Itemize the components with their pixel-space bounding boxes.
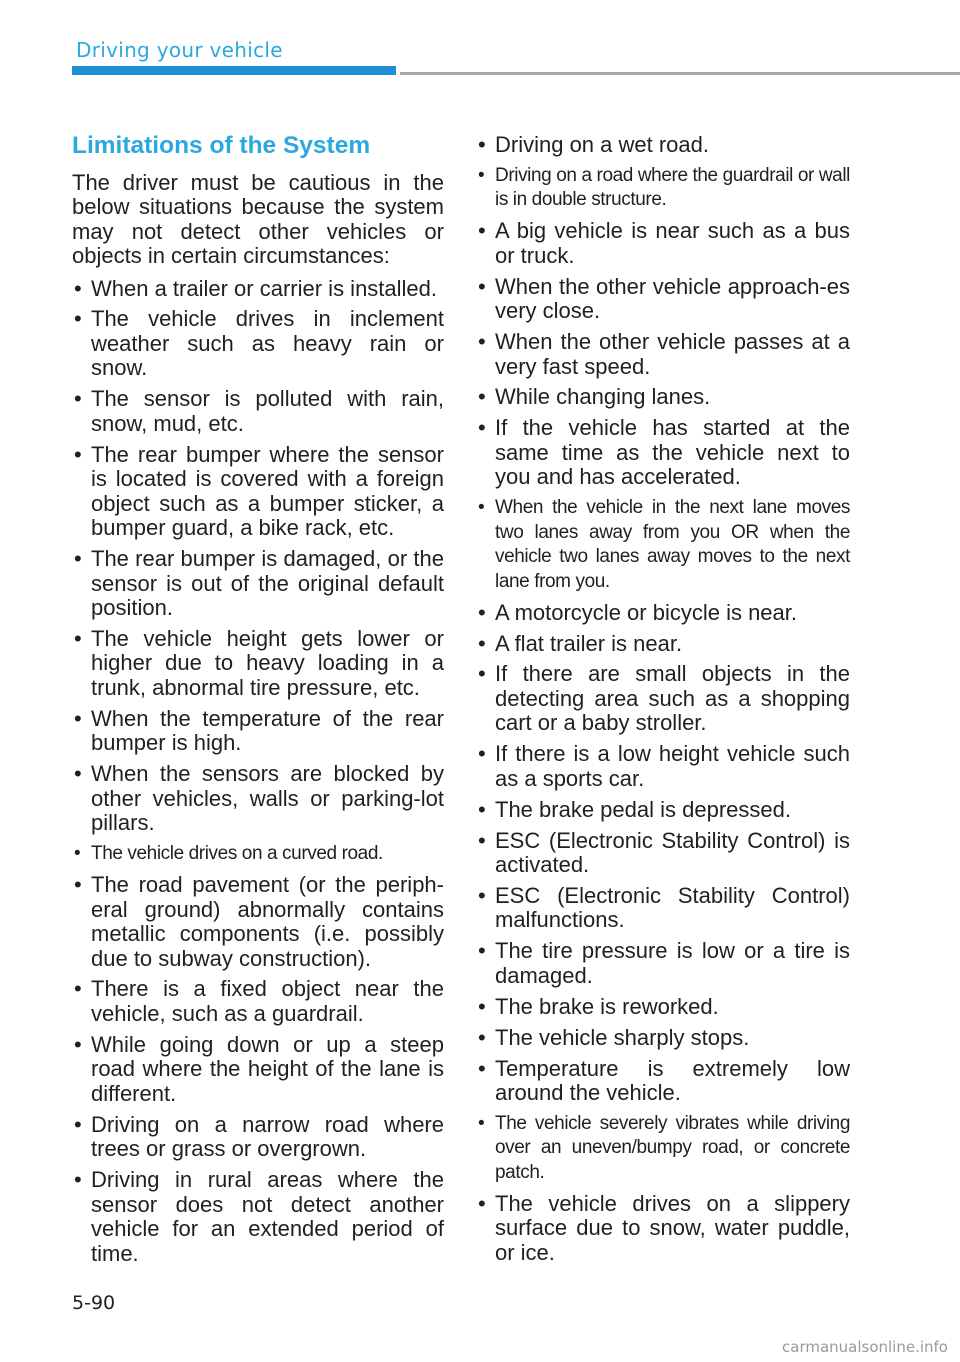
bullet-icon: • xyxy=(478,384,486,410)
bullet-icon: • xyxy=(74,872,82,898)
page-heading: Limitations of the System xyxy=(72,132,371,159)
list-item: • Driving on a narrow road where trees or grass or overgrown. xyxy=(74,1111,444,1162)
bullet-icon: • xyxy=(478,938,486,964)
bullet-icon: • xyxy=(478,1112,485,1134)
bullet-icon: • xyxy=(74,625,82,651)
right-column xyxy=(476,133,850,1272)
bullet-icon: • xyxy=(478,993,486,1019)
bullet-icon: • xyxy=(74,1167,82,1193)
list-item: • Driving in rural areas where the sensor does not detect another vehicle for an extended period of time. xyxy=(74,1167,444,1266)
bullet-icon: • xyxy=(478,329,486,355)
bullet-icon: • xyxy=(478,661,486,687)
list-item: • The vehicle drives in inclement weather such as heavy rain or snow. xyxy=(74,306,444,381)
bullet-icon: • xyxy=(74,441,82,467)
bullet-icon: • xyxy=(74,1111,82,1137)
bullet-icon: • xyxy=(478,1055,486,1081)
bullet-icon: • xyxy=(478,132,486,157)
list-item: • The brake is reworked. xyxy=(478,993,719,1019)
list-item: • The vehicle height gets lower or higher due to heavy loading in a trunk, abnormal tire pressure, etc. xyxy=(74,625,444,700)
list-item: • The brake pedal is depressed. xyxy=(478,796,791,822)
bullet-icon: • xyxy=(74,306,82,332)
bullet-icon: • xyxy=(478,218,486,244)
bullet-icon: • xyxy=(478,1024,486,1050)
bullet-icon: • xyxy=(74,386,82,412)
list-item: • While changing lanes. xyxy=(478,384,711,410)
bullet-icon: • xyxy=(478,882,486,908)
list-item: • ESC (Electronic Stability Control) malfunctions. xyxy=(478,882,850,933)
limitations-list-left xyxy=(72,277,444,1267)
list-item: • The vehicle drives on a slippery surface due to snow, water puddle, or ice. xyxy=(478,1190,850,1265)
bullet-icon: • xyxy=(478,741,486,767)
list-item: • A flat trailer is near. xyxy=(478,630,683,656)
list-item: • While going down or up a steep road where the height of the lane is different. xyxy=(74,1031,444,1106)
bullet-icon: • xyxy=(478,599,486,625)
list-item: • There is a fixed object near the vehicle, such as a guardrail. xyxy=(74,976,444,1026)
list-item: • The vehicle severely vibrates while driving over an uneven/bumpy road, or concrete patch. xyxy=(478,1112,850,1183)
bullet-icon: • xyxy=(74,546,82,572)
bullet-icon: • xyxy=(74,976,82,1002)
list-item: • When a trailer or carrier is installed. xyxy=(74,275,438,301)
bullet-icon: • xyxy=(478,827,486,853)
bullet-icon: • xyxy=(74,275,82,301)
bullet-icon: • xyxy=(478,796,486,822)
intro-paragraph: The driver must be cautious in the below situations because the system may not detect other vehicles or objects in certain circumstances: xyxy=(72,169,444,268)
bullet-icon: • xyxy=(74,761,82,787)
bullet-icon: • xyxy=(74,843,81,865)
list-item: • The vehicle drives on a curved road. xyxy=(72,842,444,867)
header-rule-accent xyxy=(72,66,396,75)
left-column xyxy=(72,130,444,1272)
list-item: • The rear bumper where the sensor is located is covered with a foreign object such as a bumper sticker, a bumper guard, a bike rack, etc. xyxy=(74,441,444,541)
list-item: • The tire pressure is low or a tire is damaged. xyxy=(478,938,850,988)
header-rule xyxy=(400,72,960,75)
list-item: • When the other vehicle passes at a very fast speed. xyxy=(478,329,850,379)
list-item: • Temperature is extremely low around the vehicle. xyxy=(478,1055,850,1106)
bullet-icon: • xyxy=(478,1190,486,1216)
bullet-icon: • xyxy=(74,705,82,731)
list-item: • When the temperature of the rear bumper is high. xyxy=(74,705,444,756)
list-item: • If there are small objects in the detecting area such as a shopping cart or a baby stroller. xyxy=(478,661,850,736)
bullet-icon: • xyxy=(74,1031,82,1057)
list-item: • The rear bumper is damaged, or the sensor is out of the original default position. xyxy=(74,546,444,621)
list-item: • A big vehicle is near such as a bus or truck. xyxy=(478,218,850,268)
list-item: • A motorcycle or bicycle is near. xyxy=(478,599,798,625)
bullet-icon: • xyxy=(478,273,486,299)
list-item: • When the sensors are blocked by other vehicles, walls or parking-lot pillars. xyxy=(74,761,444,836)
page-number: 5-90 xyxy=(72,1292,116,1314)
section-title: Driving your vehicle xyxy=(76,38,283,62)
bullet-icon: • xyxy=(478,630,486,656)
list-item: • When the other vehicle approach-es very close. xyxy=(478,273,850,324)
list-item: • The road pavement (or the periph-eral ground) abnormally contains metallic components (i.e. possibly due to subway construction). xyxy=(74,872,444,971)
list-item: • Driving on a road where the guardrail or wall is in double structure. xyxy=(478,164,850,211)
list-item: • ESC (Electronic Stability Control) is activated. xyxy=(478,827,850,878)
watermark: carmanualsonline.info xyxy=(782,1338,948,1356)
list-item: • The sensor is polluted with rain, snow, mud, etc. xyxy=(74,386,444,436)
list-item: • Driving on a wet road. xyxy=(478,132,709,157)
bullet-icon: • xyxy=(478,164,485,186)
list-item: • If there is a low height vehicle such as a sports car. xyxy=(478,741,850,791)
bullet-icon: • xyxy=(478,497,485,519)
bullet-icon: • xyxy=(478,415,486,441)
list-item: • If the vehicle has started at the same time as the vehicle next to you and has accelerated. xyxy=(478,415,850,490)
limitations-list-right xyxy=(476,133,850,1265)
list-item: • The vehicle sharply stops. xyxy=(478,1024,750,1050)
list-item: • When the vehicle in the next lane moves two lanes away from you OR when the vehicle two lanes away moves to the next lane from you. xyxy=(478,497,850,592)
